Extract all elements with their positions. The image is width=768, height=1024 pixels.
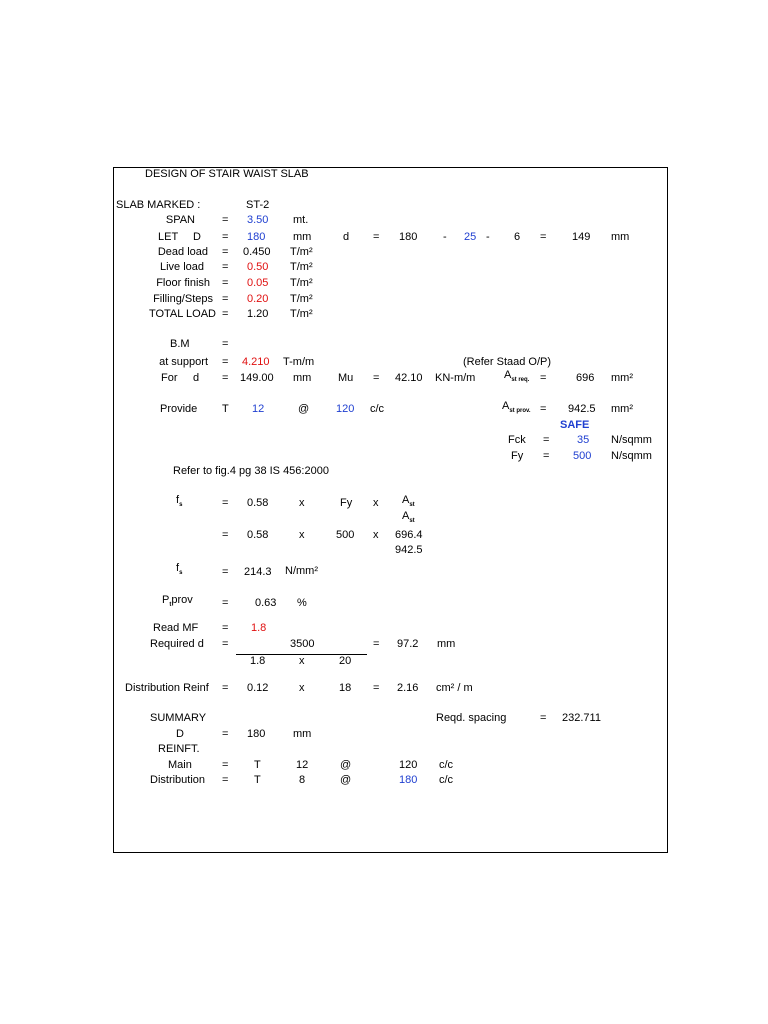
reqd-den-1: 1.8: [250, 655, 266, 667]
fs-symbol: $f_s$: [176, 494, 183, 508]
reqd-den-x: x: [299, 655, 305, 667]
span-unit: mt.: [293, 214, 309, 226]
ast-prov-unit: mm²: [611, 403, 633, 415]
provide-label: Provide: [160, 403, 198, 415]
eff-depth-label: d: [343, 231, 350, 243]
dead-load-label: Dead load: [157, 246, 208, 258]
summary-d-unit: mm: [293, 728, 312, 740]
eff-depth-op1: -: [443, 231, 447, 243]
reqd-spacing-value: 232.711: [562, 712, 601, 724]
fs-result-unit: N/mm²: [285, 565, 318, 577]
summary-label: SUMMARY: [150, 712, 207, 724]
reqd-spacing-eq: =: [540, 712, 547, 724]
main-spacing: 120: [399, 759, 418, 771]
filling-steps-eq: =: [222, 293, 229, 305]
depth-unit: mm: [293, 231, 312, 243]
floor-finish-value: 0.05: [247, 277, 269, 289]
live-load-unit: T/m²: [290, 261, 313, 273]
fs2-eq: =: [222, 529, 229, 541]
fck-unit: N/sqmm: [611, 434, 652, 446]
dist-times: x: [299, 682, 305, 694]
eff-depth-v3: 6: [514, 231, 521, 243]
fs2-factor: 0.58: [247, 529, 269, 541]
ast-prov-label: $A_{st prov.}$: [502, 400, 531, 414]
ast-req-value: 696: [576, 372, 595, 384]
main-bar: T: [254, 759, 261, 771]
distrib-dia: 8: [299, 774, 306, 786]
total-load-eq: =: [222, 308, 229, 320]
fs3-symbol: $f_s$: [176, 562, 183, 576]
mu-eq: =: [373, 372, 380, 384]
fs2-ast-den: 942.5: [395, 544, 423, 556]
dist-eq2: =: [373, 682, 380, 694]
fs-factor: 0.58: [247, 497, 269, 509]
fs-ast-den: $A_{st}$: [402, 510, 415, 524]
dist-result: 2.16: [397, 682, 419, 694]
floor-finish-unit: T/m²: [290, 277, 313, 289]
fy-unit: N/sqmm: [611, 450, 652, 462]
for-label: For: [161, 372, 178, 384]
floor-finish-label: Floor finish: [156, 277, 210, 289]
ast-prov-eq: =: [540, 403, 547, 415]
pt-eq: =: [222, 597, 229, 609]
eff-depth-op2: -: [486, 231, 490, 243]
support-unit: T-m/m: [283, 356, 315, 368]
summary-d-value: 180: [247, 728, 266, 740]
let-label: LET: [158, 231, 179, 243]
bm-eq: =: [222, 338, 229, 350]
fs2-times-1: x: [299, 529, 305, 541]
fy-label: Fy: [511, 450, 524, 462]
dist-eq: =: [222, 682, 229, 694]
summary-d-label: D: [176, 728, 184, 740]
distrib-at: @: [340, 774, 352, 786]
distrib-label: Distribution: [150, 774, 206, 786]
eff-depth-eq2: =: [540, 231, 547, 243]
fck-eq: =: [543, 434, 550, 446]
pt-unit: %: [297, 597, 307, 609]
floor-finish-eq: =: [222, 277, 229, 289]
safe-status: SAFE: [560, 419, 590, 431]
code-reference: Refer to fig.4 pg 38 IS 456:2000: [173, 465, 329, 477]
mf-label: Read MF: [153, 622, 199, 634]
slab-marked-value: ST-2: [246, 199, 270, 211]
dead-load-unit: T/m²: [290, 246, 313, 258]
for-eq: =: [222, 372, 229, 384]
fck-label: Fck: [508, 434, 526, 446]
provide-at: @: [298, 403, 310, 415]
reqd-label: Required d: [150, 638, 204, 650]
total-load-value: 1.20: [247, 308, 269, 320]
fs-eq: =: [222, 497, 229, 509]
reinft-label: REINFT.: [158, 743, 200, 755]
filling-steps-value: 0.20: [247, 293, 269, 305]
live-load-eq: =: [222, 261, 229, 273]
reqd-result: 97.2: [397, 638, 419, 650]
main-eq: =: [222, 759, 229, 771]
dead-load-eq: =: [222, 246, 229, 258]
ast-req-unit: mm²: [611, 372, 633, 384]
eff-depth-result: 149: [572, 231, 591, 243]
for-sym: d: [193, 372, 200, 384]
reqd-spacing-label: Reqd. spacing: [436, 712, 507, 724]
mu-label: Mu: [338, 372, 354, 384]
fs2-times-2: x: [373, 529, 379, 541]
distrib-spacing: 180: [399, 774, 418, 786]
dist-mult: 18: [339, 682, 352, 694]
main-dia: 12: [296, 759, 309, 771]
filling-steps-unit: T/m²: [290, 293, 313, 305]
main-unit: c/c: [439, 759, 454, 771]
fs-result: 214.3: [244, 566, 272, 578]
distrib-eq: =: [222, 774, 229, 786]
reqd-numerator: 3500: [290, 638, 315, 650]
main-label: Main: [168, 759, 192, 771]
fs-ast-num: $A_{st}$: [402, 494, 415, 508]
for-depth: 149.00: [240, 372, 274, 384]
fs2-fy: 500: [336, 529, 355, 541]
fck-value: 35: [577, 434, 590, 446]
dead-load-value: 0.450: [243, 246, 271, 258]
eff-depth-unit: mm: [611, 231, 630, 243]
fs-times-2: x: [373, 497, 379, 509]
distrib-bar: T: [254, 774, 261, 786]
reqd-unit: mm: [437, 638, 456, 650]
dist-unit: cm² / m: [436, 682, 473, 694]
reqd-den-2: 20: [339, 655, 352, 667]
provide-dia: 12: [252, 403, 265, 415]
span-label: SPAN: [165, 214, 195, 226]
bm-label: B.M: [170, 338, 190, 350]
main-at: @: [340, 759, 352, 771]
mf-value: 1.8: [251, 622, 267, 634]
support-moment: 4.210: [242, 356, 270, 368]
eff-depth-v1: 180: [399, 231, 418, 243]
support-label: at support: [159, 356, 208, 368]
dist-value: 0.12: [247, 682, 269, 694]
mu-unit: KN-m/m: [435, 372, 476, 384]
live-load-label: Live load: [159, 261, 204, 273]
staad-note: (Refer Staad O/P): [463, 356, 552, 368]
let-eq: =: [222, 231, 229, 243]
provide-unit: c/c: [370, 403, 385, 415]
total-load-label: TOTAL LOAD: [148, 308, 216, 320]
total-load-unit: T/m²: [290, 308, 313, 320]
cover-value: 25: [464, 231, 477, 243]
provide-bar: T: [222, 403, 229, 415]
fy-eq: =: [543, 450, 550, 462]
fs-fy-label: Fy: [340, 497, 353, 509]
summary-d-eq: =: [222, 728, 229, 740]
ast-prov-value: 942.5: [568, 403, 596, 415]
pt-value: 0.63: [255, 597, 277, 609]
depth-value: 180: [247, 231, 266, 243]
sheet-title: DESIGN OF STAIR WAIST SLAB: [145, 168, 309, 180]
reqd-eq: =: [222, 638, 229, 650]
fy-value: 500: [573, 450, 592, 462]
mu-value: 42.10: [395, 372, 423, 384]
span-value: 3.50: [247, 214, 269, 226]
filling-steps-label: Filling/Steps: [153, 293, 213, 305]
mf-eq: =: [222, 622, 229, 634]
live-load-value: 0.50: [247, 261, 269, 273]
reqd-eq2: =: [373, 638, 380, 650]
fs3-eq: =: [222, 566, 229, 578]
pt-label: $P_tprov$: [162, 594, 193, 608]
ast-req-eq: =: [540, 372, 547, 384]
eff-depth-eq: =: [373, 231, 380, 243]
distrib-unit: c/c: [439, 774, 454, 786]
dist-label: Distribution Reinf: [125, 682, 209, 694]
let-sym: D: [193, 231, 201, 243]
for-unit: mm: [293, 372, 312, 384]
slab-marked-label: SLAB MARKED :: [116, 199, 201, 211]
fs-times-1: x: [299, 497, 305, 509]
provide-spacing: 120: [336, 403, 355, 415]
span-eq: =: [222, 214, 229, 226]
fs2-ast-num: 696.4: [395, 529, 423, 541]
support-eq: =: [222, 356, 229, 368]
ast-req-label: $A_{st req.}$: [504, 369, 530, 383]
